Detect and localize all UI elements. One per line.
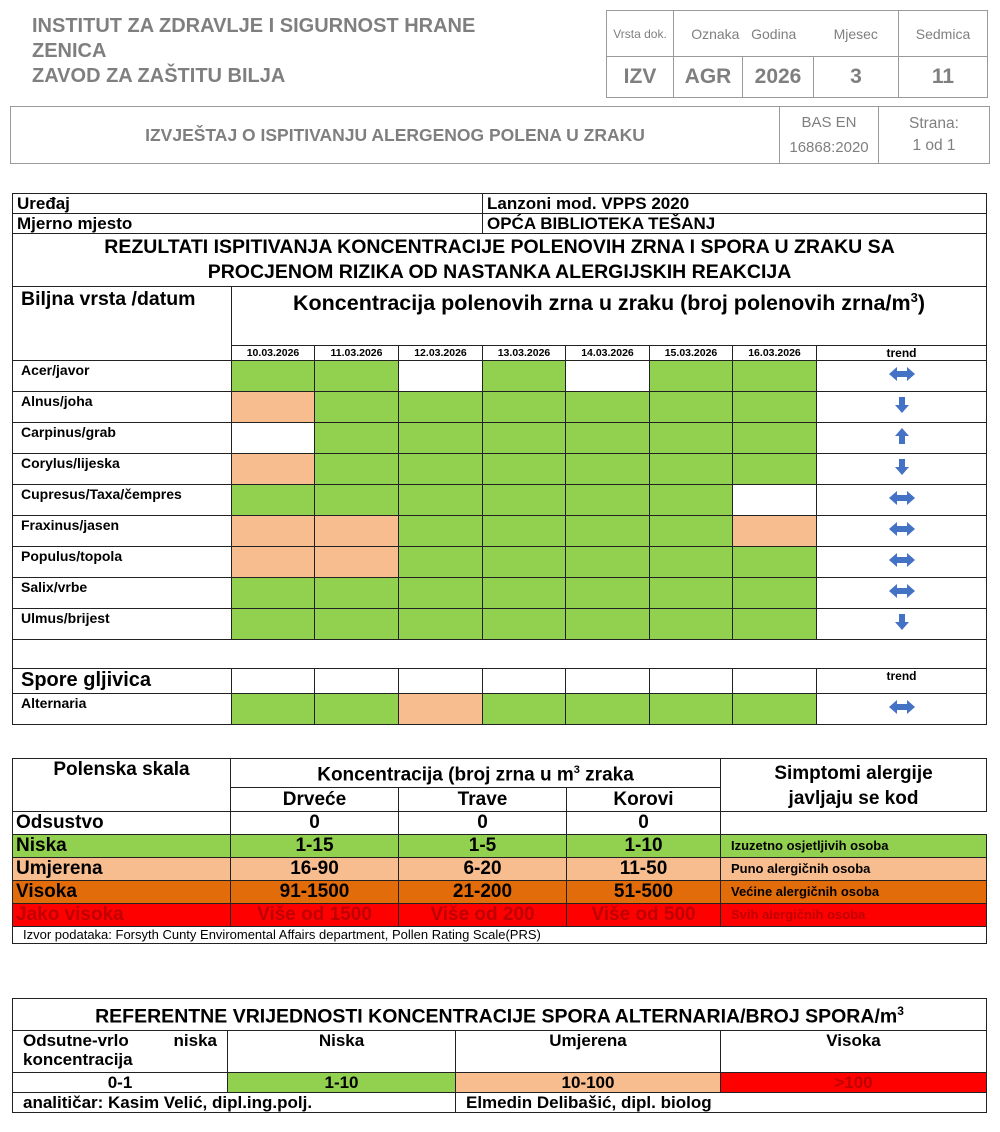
spores-header: Spore gljivica — [13, 669, 232, 694]
scale-row — [13, 881, 987, 904]
level-cell-niska — [566, 516, 650, 547]
level-cell-niska — [315, 694, 399, 725]
scale-value: Više od 500 — [567, 904, 721, 927]
level-cell-niska — [232, 578, 315, 609]
level-cell-niska — [650, 423, 733, 454]
trend-header: trend — [817, 346, 987, 361]
level-cell-niska — [483, 547, 566, 578]
level-cell-umjerena — [232, 454, 315, 485]
spore-header-blank-cell — [399, 669, 483, 694]
concentration-header-text: Koncentracija polenovih zrna u zraku (broj polenovih zrna/m — [292, 291, 911, 316]
meta-value-sedmica: 11 — [899, 57, 988, 98]
date-header-2: 11.03.2026 — [315, 346, 399, 361]
institute-line-3: ZAVOD ZA ZAŠTITU BILJA — [32, 65, 286, 87]
report-title-bar — [10, 106, 990, 164]
level-cell-niska — [483, 361, 566, 392]
level-cell-niska — [399, 485, 483, 516]
level-cell-none — [232, 423, 315, 454]
date-header-5: 14.03.2026 — [566, 346, 650, 361]
level-cell-niska — [399, 423, 483, 454]
level-cell-niska — [232, 485, 315, 516]
species-name: Cupresus/Taxa/čempres — [13, 485, 232, 516]
down-arrow-icon — [887, 396, 917, 419]
standard-line-2: 16868:2020 — [789, 139, 869, 156]
scale-value: 11-50 — [567, 858, 721, 881]
level-cell-niska — [315, 485, 399, 516]
species-row — [13, 609, 987, 640]
level-cell-niska — [650, 578, 733, 609]
spore-body — [13, 694, 987, 725]
spore-header-blank-cell — [232, 669, 315, 694]
scale-level: Niska — [13, 835, 231, 858]
reference-title-sup: 3 — [897, 1004, 904, 1018]
level-cell-niska — [733, 392, 817, 423]
level-cell-niska — [650, 516, 733, 547]
level-cell-umjerena — [315, 547, 399, 578]
species-row — [13, 578, 987, 609]
species-row — [13, 516, 987, 547]
species-body — [13, 361, 987, 640]
species-row — [13, 454, 987, 485]
meta-value-mjesec: 3 — [814, 57, 899, 98]
meta-label-oznaka: Oznaka — [691, 25, 740, 42]
date-header-7: 16.03.2026 — [733, 346, 817, 361]
level-cell-niska — [399, 609, 483, 640]
level-cell-none — [399, 361, 483, 392]
scale-symptoms: Većine alergičnih osoba — [721, 881, 987, 904]
level-cell-niska — [399, 454, 483, 485]
species-name: Salix/vrbe — [13, 578, 232, 609]
meta-label-oznaka-godina — [674, 11, 814, 57]
device-label: Uređaj — [13, 194, 483, 214]
scale-symptoms: Svih alergičnih osoba — [721, 904, 987, 927]
level-cell-niska — [566, 485, 650, 516]
reference-title-text: REFERENTNE VRIJEDNOSTI KONCENTRACIJE SPORA ALTERNARIA/BROJ SPORA/m — [95, 1005, 898, 1028]
trend-cell — [817, 547, 987, 578]
level-cell-niska — [483, 516, 566, 547]
ref-value-niska: 1-10 — [228, 1072, 456, 1092]
level-cell-niska — [566, 694, 650, 725]
species-name: Alternaria — [13, 694, 232, 725]
scale-symptoms: Izuzetno osjetljivih osoba — [721, 835, 987, 858]
level-cell-niska — [650, 361, 733, 392]
pollen-scale-table — [12, 758, 987, 944]
level-cell-niska — [733, 547, 817, 578]
level-cell-niska — [733, 361, 817, 392]
location-label: Mjerno mjesto — [13, 214, 483, 234]
level-cell-niska — [733, 423, 817, 454]
level-cell-umjerena — [232, 392, 315, 423]
biologist-signature: Elmedin Delibašić, dipl. biolog — [456, 1092, 987, 1112]
scale-row — [13, 904, 987, 927]
level-cell-niska — [232, 694, 315, 725]
date-header-6: 15.03.2026 — [650, 346, 733, 361]
date-header-4: 13.03.2026 — [483, 346, 566, 361]
level-cell-niska — [733, 609, 817, 640]
level-cell-umjerena — [232, 547, 315, 578]
left-right-arrow-icon — [887, 551, 917, 574]
page-value: 1 od 1 — [912, 137, 956, 154]
level-cell-niska — [315, 609, 399, 640]
results-title-line-2: PROCJENOM RIZIKA OD NASTANKA ALERGIJSKIH REAKCIJA — [207, 261, 792, 283]
level-cell-niska — [399, 516, 483, 547]
results-title-line-1: REZULTATI ISPITIVANJA KONCENTRACIJE POLENOVIH ZRNA I SPORA U ZRAKU SA — [104, 236, 895, 258]
concentration-header — [232, 287, 987, 346]
scale-row — [13, 835, 987, 858]
level-cell-umjerena — [733, 516, 817, 547]
species-row — [13, 361, 987, 392]
level-cell-niska — [315, 454, 399, 485]
scale-level: Jako visoka — [13, 904, 231, 927]
left-right-arrow-icon — [887, 698, 917, 721]
species-name: Ulmus/brijest — [13, 609, 232, 640]
level-cell-niska — [232, 609, 315, 640]
concentration-header-sup: 3 — [910, 290, 918, 305]
scale-conc-end: zraka — [579, 764, 634, 786]
meta-label-mjesec: Mjesec — [814, 11, 899, 57]
level-cell-niska — [566, 454, 650, 485]
device-value: Lanzoni mod. VPPS 2020 — [483, 194, 987, 214]
level-cell-niska — [315, 578, 399, 609]
scale-value: 0 — [567, 812, 721, 835]
scale-col-korovi: Korovi — [567, 788, 721, 812]
spore-header-blank-cell — [483, 669, 566, 694]
trend-cell — [817, 392, 987, 423]
species-name: Alnus/joha — [13, 392, 232, 423]
trend-cell — [817, 361, 987, 392]
scale-title: Polenska skala — [13, 759, 231, 812]
scale-concentration-header — [231, 759, 721, 788]
level-cell-niska — [483, 392, 566, 423]
scale-body — [13, 812, 987, 927]
level-cell-niska — [650, 547, 733, 578]
scale-value: Više od 200 — [399, 904, 567, 927]
scale-value: 0 — [399, 812, 567, 835]
trend-cell — [817, 578, 987, 609]
ref-header-absent: Odsutne-vrlo niska koncentracija — [13, 1030, 228, 1072]
scale-level: Umjerena — [13, 858, 231, 881]
level-cell-umjerena — [399, 694, 483, 725]
species-name: Corylus/lijeska — [13, 454, 232, 485]
trend-cell — [817, 609, 987, 640]
scale-symptoms: Puno alergičnih osoba — [721, 858, 987, 881]
down-arrow-icon — [887, 458, 917, 481]
pollen-results-table — [12, 193, 987, 725]
meta-value-oznaka: AGR — [674, 57, 743, 98]
level-cell-niska — [650, 454, 733, 485]
scale-value: Više od 1500 — [231, 904, 399, 927]
left-right-arrow-icon — [887, 489, 917, 512]
scale-row — [13, 812, 987, 835]
scale-value: 51-500 — [567, 881, 721, 904]
meta-value-godina: 2026 — [743, 57, 814, 98]
species-row — [13, 423, 987, 454]
spore-header-row — [13, 669, 987, 694]
level-cell-niska — [483, 423, 566, 454]
alternaria-reference-table — [12, 998, 987, 1113]
standard-reference — [780, 107, 879, 163]
species-name: Acer/javor — [13, 361, 232, 392]
level-cell-umjerena — [315, 516, 399, 547]
level-cell-niska — [733, 694, 817, 725]
concentration-header-end: ) — [917, 291, 926, 316]
level-cell-niska — [315, 361, 399, 392]
trend-cell — [817, 454, 987, 485]
scale-col-trave: Trave — [399, 788, 567, 812]
spore-header-blank-cell — [733, 669, 817, 694]
level-cell-niska — [733, 578, 817, 609]
page-indicator — [879, 107, 990, 163]
level-cell-niska — [399, 578, 483, 609]
level-cell-none — [733, 485, 817, 516]
level-cell-niska — [483, 454, 566, 485]
meta-label-godina: Godina — [751, 25, 797, 42]
document-meta-table — [606, 10, 988, 98]
left-right-arrow-icon — [887, 520, 917, 543]
level-cell-niska — [566, 392, 650, 423]
level-cell-niska — [483, 578, 566, 609]
scale-value: 91-1500 — [231, 881, 399, 904]
level-cell-niska — [566, 578, 650, 609]
standard-line-1: BAS EN — [801, 114, 857, 131]
level-cell-niska — [650, 609, 733, 640]
reference-title — [13, 999, 987, 1031]
report-title: IZVJEŠTAJ O ISPITIVANJU ALERGENOG POLENA U ZRAKU — [145, 124, 645, 145]
level-cell-niska — [566, 609, 650, 640]
scale-conc-text: Koncentracija (broj zrna u m — [317, 764, 574, 786]
species-row — [13, 547, 987, 578]
level-cell-niska — [315, 423, 399, 454]
scale-source: Izvor podataka: Forsyth Cunty Enviromental Affairs department, Pollen Rating Scale(PRS) — [13, 927, 987, 944]
level-cell-niska — [483, 485, 566, 516]
meta-label-sedmica: Sedmica — [899, 11, 988, 57]
species-name: Fraxinus/jasen — [13, 516, 232, 547]
level-cell-niska — [733, 454, 817, 485]
location-value: OPĆA BIBLIOTEKA TEŠANJ — [483, 214, 987, 234]
date-header-3: 12.03.2026 — [399, 346, 483, 361]
species-name: Carpinus/grab — [13, 423, 232, 454]
trend-cell — [817, 423, 987, 454]
level-cell-niska — [650, 485, 733, 516]
level-cell-none — [566, 361, 650, 392]
up-arrow-icon — [887, 427, 917, 450]
left-right-arrow-icon — [887, 365, 917, 388]
ref-header-niska: Niska — [228, 1030, 456, 1072]
scale-value: 1-15 — [231, 835, 399, 858]
institute-line-2: ZENICA — [32, 40, 107, 62]
institute-name — [32, 14, 592, 89]
down-arrow-icon — [887, 613, 917, 636]
meta-value-doc-type: IZV — [607, 57, 674, 98]
results-title — [13, 234, 987, 287]
level-cell-niska — [566, 423, 650, 454]
trend-cell — [817, 485, 987, 516]
institute-line-1: INSTITUT ZA ZDRAVLJE I SIGURNOST HRANE — [32, 15, 476, 37]
page-label: Strana: — [909, 115, 959, 132]
ref-header-umjerena: Umjerena — [456, 1030, 721, 1072]
level-cell-niska — [483, 694, 566, 725]
level-cell-niska — [232, 361, 315, 392]
level-cell-niska — [399, 392, 483, 423]
scale-level: Visoka — [13, 881, 231, 904]
level-cell-niska — [566, 547, 650, 578]
scale-value: 21-200 — [399, 881, 567, 904]
left-right-arrow-icon — [887, 582, 917, 605]
level-cell-niska — [650, 694, 733, 725]
scale-level: Odsustvo — [13, 812, 231, 835]
meta-label-doc-type: Vrsta dok. — [607, 11, 674, 57]
spore-header-blank-cell — [315, 669, 399, 694]
ref-value-visoka: >100 — [721, 1072, 987, 1092]
level-cell-niska — [483, 609, 566, 640]
level-cell-niska — [315, 392, 399, 423]
scale-col-drvece: Drveće — [231, 788, 399, 812]
ref-header-visoka: Visoka — [721, 1030, 987, 1072]
species-row — [13, 485, 987, 516]
species-row — [13, 694, 987, 725]
scale-value: 16-90 — [231, 858, 399, 881]
spore-header-blank-cell — [650, 669, 733, 694]
species-header: Biljna vrsta /datum — [13, 287, 232, 361]
symptoms-header: Simptomi alergije javljaju se kod — [721, 759, 987, 812]
level-cell-niska — [650, 392, 733, 423]
level-cell-niska — [399, 547, 483, 578]
scale-value: 1-10 — [567, 835, 721, 858]
analyst-signature: analitičar: Kasim Velić, dipl.ing.polj. — [13, 1092, 456, 1112]
trend-cell — [817, 694, 987, 725]
trend-cell — [817, 516, 987, 547]
species-name: Populus/topola — [13, 547, 232, 578]
ref-value-umjerena: 10-100 — [456, 1072, 721, 1092]
date-header-1: 10.03.2026 — [232, 346, 315, 361]
level-cell-umjerena — [232, 516, 315, 547]
species-row — [13, 392, 987, 423]
scale-value: 6-20 — [399, 858, 567, 881]
spore-header-blank-cell — [566, 669, 650, 694]
ref-value-absent: 0-1 — [13, 1072, 228, 1092]
scale-value: 0 — [231, 812, 399, 835]
scale-conc-sup: 3 — [573, 764, 580, 777]
blank-separator-row — [13, 640, 987, 669]
scale-row — [13, 858, 987, 881]
spores-trend-header: trend — [817, 669, 987, 694]
scale-value: 1-5 — [399, 835, 567, 858]
